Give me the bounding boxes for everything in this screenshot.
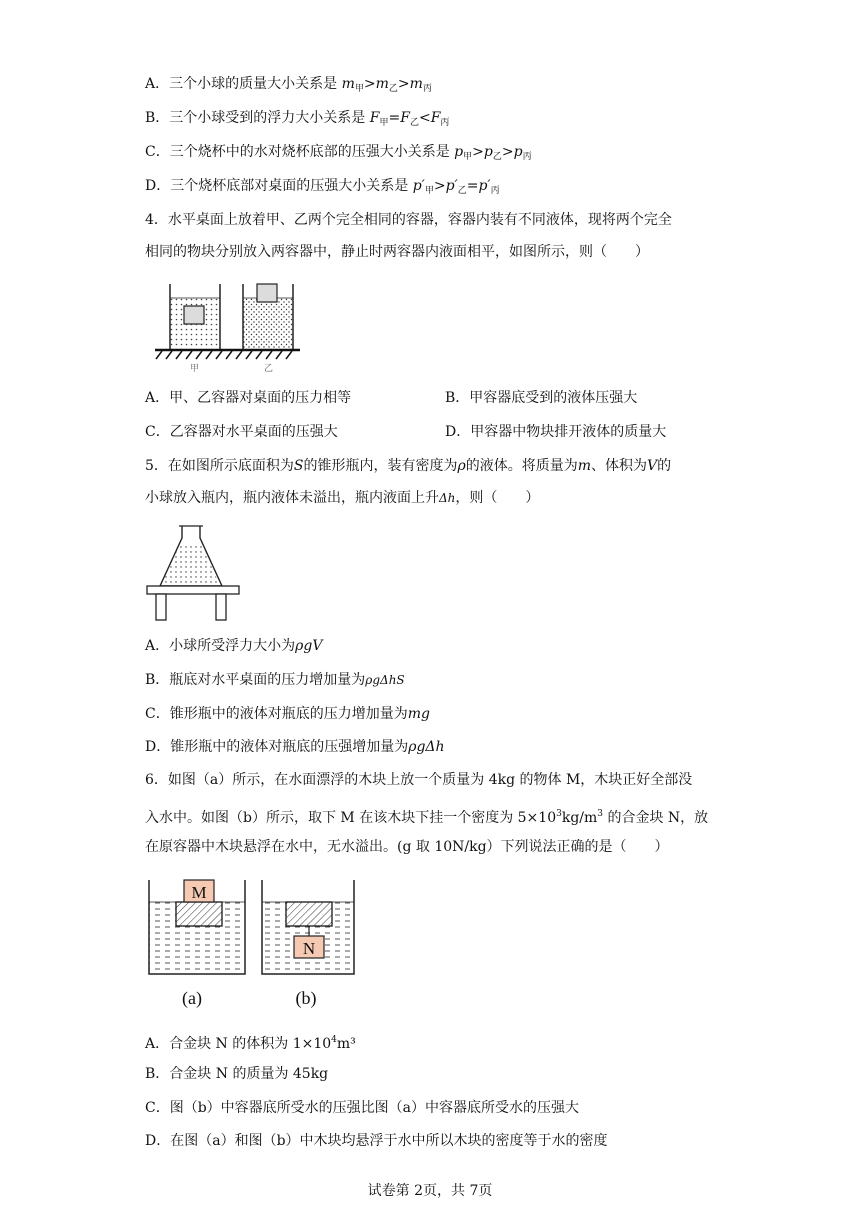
q4-option-c: C．乙容器对水平桌面的压强大 bbox=[145, 424, 338, 440]
caption-a: (a) bbox=[182, 988, 202, 1008]
table-hatching bbox=[156, 351, 292, 359]
q3-option-a: A．三个小球的质量大小关系是 $m_甲>m_乙>m_丙$ bbox=[145, 76, 432, 94]
q6-option-b: B．合金块 N 的质量为 45kg bbox=[145, 1066, 329, 1082]
q5-figure bbox=[144, 520, 242, 624]
q4-stem-line1: 4．水平桌面上放着甲、乙两个完全相同的容器，容器内装有不同液体，现将两个完全 bbox=[145, 212, 672, 228]
q4-option-d: D．甲容器中物块排开液体的质量大 bbox=[445, 424, 667, 440]
q6-stem-line1: 6．如图（a）所示，在水面漂浮的木块上放一个质量为 4kg 的物体 M，木块正好全部没 bbox=[145, 772, 693, 788]
q5-option-c: C．锥形瓶中的液体对瓶底的压力增加量为mg bbox=[145, 706, 430, 722]
label-m: M bbox=[191, 883, 207, 902]
q6-stem-line2: 入水中。如图（b）所示，取下 M 在该木块下挂一个密度为 $5\times 10^3kg/m^3$ 的合金块 N，放 bbox=[145, 809, 709, 826]
q3-option-d: D．三个烧杯底部对桌面的压强大小关系是 $p'_甲>p'_乙=p'_丙$ bbox=[145, 178, 500, 196]
fig-label-yi: 乙 bbox=[264, 364, 274, 374]
table-top bbox=[147, 586, 239, 594]
q5-option-b: B．瓶底对水平桌面的压力增加量为ρgΔhS bbox=[145, 672, 405, 688]
q4-stem-line2: 相同的物块分别放入两容器中，静止时两容器内液面相平，如图所示，则（ ） bbox=[145, 244, 649, 260]
container-yi-liquid bbox=[243, 298, 293, 350]
q5-stem-line2: 小球放入瓶内，瓶内液体未溢出，瓶内液面上升Δh，则（ ） bbox=[145, 490, 540, 506]
q4-options-row2 bbox=[145, 422, 745, 442]
fig-label-jia: 甲 bbox=[190, 364, 200, 374]
block-jia bbox=[184, 306, 204, 324]
label-n: N bbox=[302, 939, 316, 958]
q6-stem-line3: 在原容器中木块悬浮在水中，无水溢出。(g 取 10N/kg）下列说法正确的是（ ） bbox=[145, 839, 669, 855]
q3-option-b: B．三个小球受到的浮力大小关系是 $F_甲=F_乙<F_丙$ bbox=[145, 110, 450, 128]
q5-stem-line1: 5．在如图所示底面积为S的锥形瓶内，装有密度为ρ的液体。将质量为m、体积为V的 bbox=[145, 458, 672, 474]
q6-figure bbox=[144, 876, 360, 1010]
q5-option-d: D．锥形瓶中的液体对瓶底的压强增加量为ρgΔh bbox=[145, 739, 445, 755]
page-footer: 试卷第 2页，共 7页 bbox=[367, 1183, 493, 1199]
q6-option-d: D．在图（a）和图（b）中木块均悬浮于水中所以木块的密度等于水的密度 bbox=[145, 1133, 608, 1149]
q6-option-a: A．合金块 N 的体积为 $1\times 10^4m^3$ bbox=[145, 1035, 356, 1052]
q6-option-c: C．图（b）中容器底所受水的压强比图（a）中容器底所受水的压强大 bbox=[145, 1100, 580, 1116]
table-leg-right bbox=[216, 594, 226, 620]
q4-option-b: B．甲容器底受到的液体压强大 bbox=[445, 390, 638, 406]
q3-option-c: C．三个烧杯中的水对烧杯底部的压强大小关系是 $p_甲>p_乙>p_丙$ bbox=[145, 144, 532, 162]
table-leg-left bbox=[156, 594, 166, 620]
caption-b: (b) bbox=[295, 988, 317, 1008]
block-yi bbox=[257, 284, 277, 302]
q4-options-row1 bbox=[145, 388, 745, 408]
q4-option-a: A．甲、乙容器对桌面的压力相等 bbox=[145, 390, 352, 406]
q5-option-a: A．小球所受浮力大小为ρgV bbox=[145, 638, 323, 654]
q4-figure bbox=[150, 278, 310, 374]
